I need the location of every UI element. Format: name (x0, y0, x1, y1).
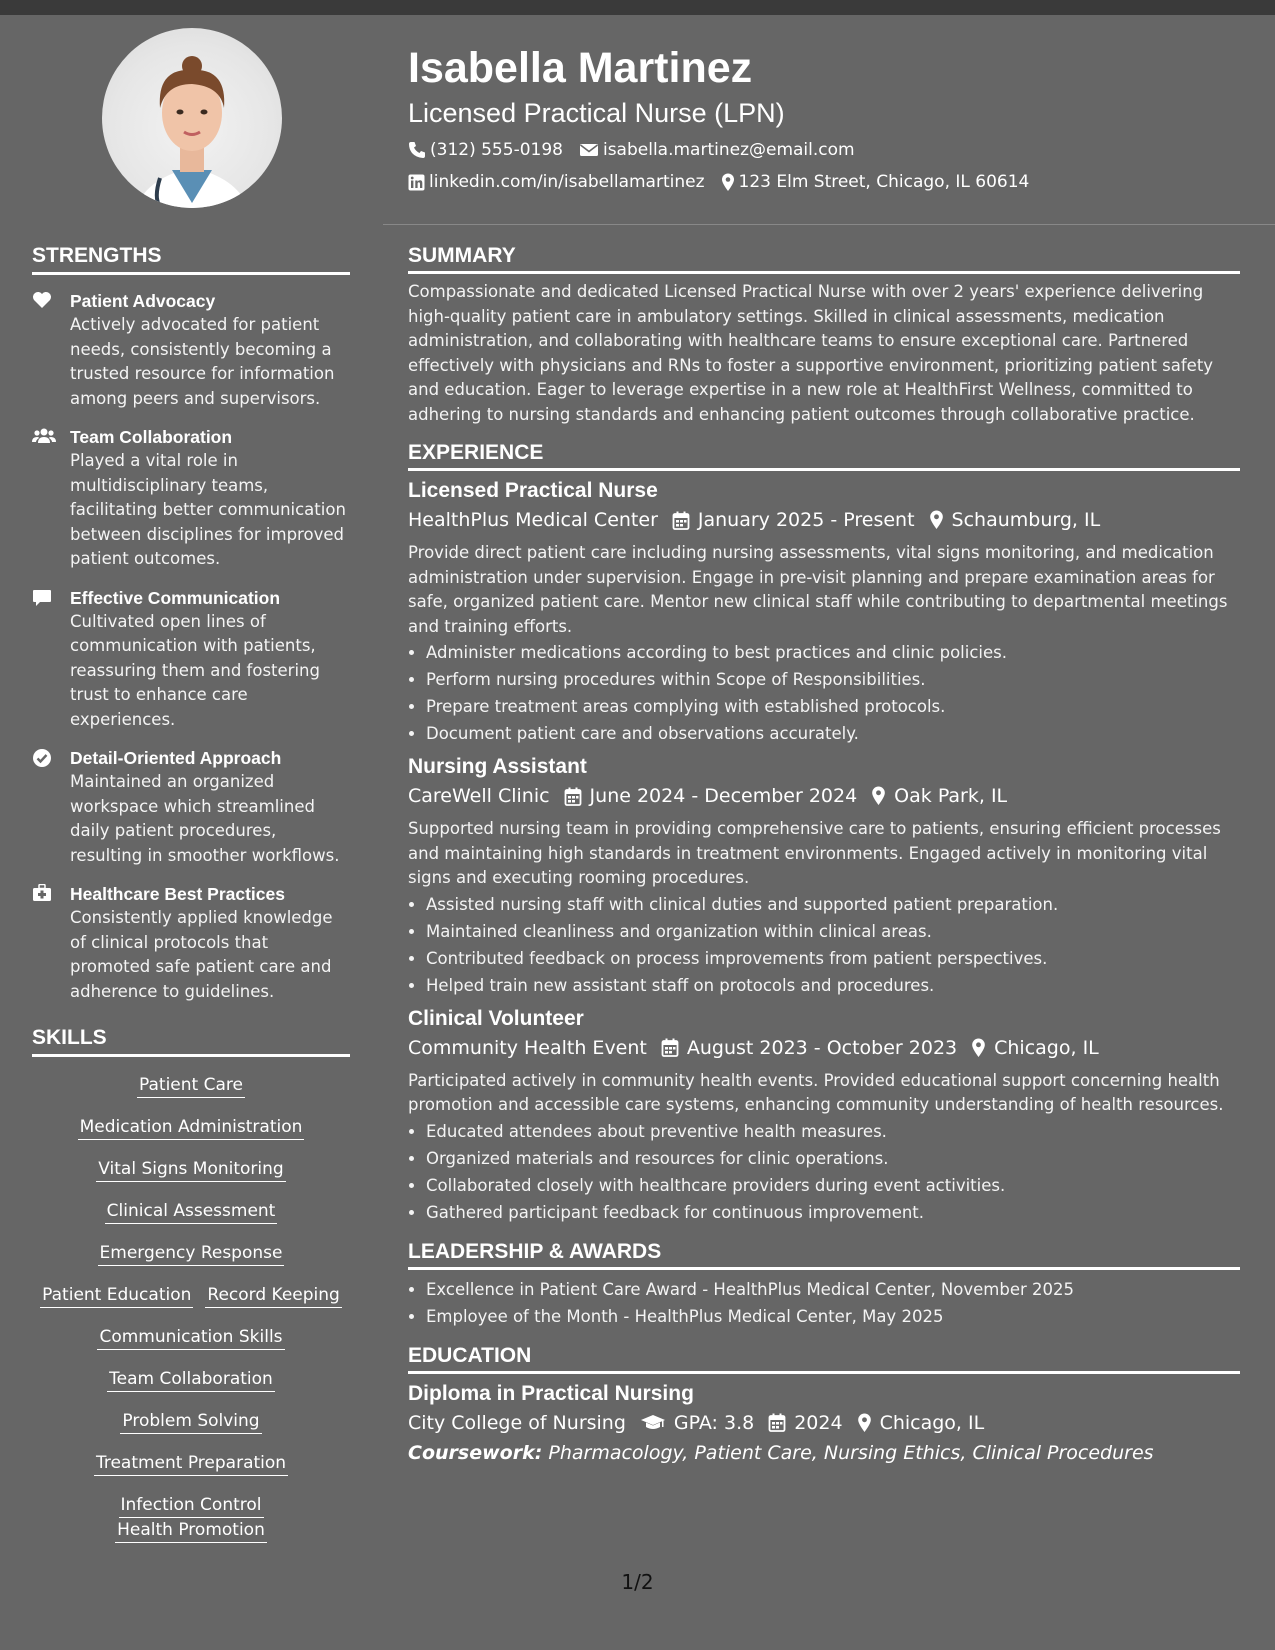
address-contact (721, 166, 1030, 198)
strength-item (32, 746, 350, 868)
summary-text: Compassionate and dedicated Licensed Practical Nurse with over 2 years' experience delivering high-quality patient care in ambulatory settings. Skilled in clinical assessments, medication administration, and collaborating with healthcare teams to ensure exceptional care. Partnered effectively with physicians and RNs to foster a supportive environment, prioritizing patient safety and education. Eager to leverage expertise in a new role at HealthFirst Wellness, committed to adhering to nursing standards and enhancing patient outcomes through collaborative practice. (408, 282, 1214, 424)
education-heading: EDUCATION (408, 1344, 1240, 1374)
job-meta (408, 1033, 1240, 1063)
comment-icon (32, 586, 70, 733)
map-marker-icon (971, 1038, 986, 1058)
main-content (408, 40, 1240, 1468)
job-meta (408, 505, 1240, 535)
strength-title: Team Collaboration (70, 427, 233, 447)
calendar-icon (661, 1038, 679, 1057)
address-text: 123 Elm Street, Chicago, IL 60614 (738, 172, 1030, 192)
skill-tag: Team Collaboration (107, 1367, 275, 1392)
awards-heading: LEADERSHIP & AWARDS (408, 1240, 1240, 1270)
strength-desc: Played a vital role in multidisciplinary teams, facilitating better communication between disciplines for improved patient outcomes. (70, 451, 346, 568)
contact-row (408, 166, 1240, 198)
job-dates: August 2023 - October 2023 (686, 1036, 958, 1059)
skill-tag: Medication Administration (78, 1115, 305, 1140)
map-marker-icon (929, 510, 944, 530)
linkedin-text: linkedin.com/in/isabellamartinez (429, 172, 705, 192)
strength-item (32, 882, 350, 1004)
map-marker-icon (871, 786, 886, 806)
award-item: • Employee of the Month - HealthPlus Medical Center, May 2025 (426, 1303, 1240, 1330)
job-location: Oak Park, IL (894, 785, 1008, 807)
strength-item (32, 425, 350, 572)
envelope-icon (579, 142, 599, 158)
education-location: Chicago, IL (879, 1411, 985, 1434)
degree-title: Diploma in Practical Nursing (408, 1381, 694, 1405)
job-meta (408, 781, 1240, 811)
email-contact[interactable] (579, 134, 855, 166)
skills-list (32, 1073, 350, 1540)
strengths-heading: STRENGTHS (32, 244, 350, 275)
calendar-icon (672, 511, 690, 530)
email-text: isabella.martinez@email.com (602, 140, 855, 160)
job-bullet: • Educated attendees about preventive health measures. (426, 1118, 1240, 1145)
job-bullet: • Maintained cleanliness and organization within clinical areas. (426, 918, 1240, 945)
job-entry (408, 477, 1240, 747)
job-bullet: • Document patient care and observations accurately. (426, 720, 1240, 747)
sidebar (32, 28, 350, 1540)
strength-item (32, 586, 350, 733)
candidate-title: Licensed Practical Nurse (LPN) (408, 98, 785, 128)
awards-list (408, 1276, 1240, 1330)
coursework (408, 1438, 1240, 1468)
map-marker-icon (857, 1413, 872, 1433)
skills-heading: SKILLS (32, 1026, 350, 1057)
top-bar (0, 0, 1275, 15)
skill-tag: Clinical Assessment (105, 1199, 278, 1224)
summary-heading: SUMMARY (408, 244, 1240, 274)
job-bullet: • Contributed feedback on process improvements from patient perspectives. (426, 945, 1240, 972)
job-dates: January 2025 - Present (697, 509, 915, 531)
strength-title: Healthcare Best Practices (70, 884, 285, 904)
strength-desc: Cultivated open lines of communication with patients, reassuring them and fostering trust to enhance care experiences. (70, 611, 320, 729)
strength-desc: Maintained an organized workspace which streamlined daily patient procedures, resulting in smoother workflows. (70, 772, 340, 865)
strength-title: Detail-Oriented Approach (70, 748, 282, 768)
coursework-text: Pharmacology, Patient Care, Nursing Ethics, Clinical Procedures (548, 1441, 1154, 1464)
job-entry (408, 753, 1240, 999)
gpa: GPA: 3.8 (673, 1411, 755, 1434)
skill-tag: Record Keeping (205, 1283, 341, 1308)
strength-desc: Actively advocated for patient needs, consistently becoming a trusted resource for information among peers and supervisors. (70, 315, 335, 408)
job-bullet: • Organized materials and resources for clinic operations. (426, 1145, 1240, 1172)
job-desc: Supported nursing team in providing comprehensive care to patients, ensuring efficient processes and maintaining high standards in treatment environments. Engaged actively in monitoring vital signs and executing rooming procedures. (408, 819, 1221, 887)
job-bullets (408, 1118, 1240, 1226)
job-desc: Provide direct patient care including nursing assessments, vital signs monitoring, and medication administration under supervision. Engage in pre-visit planning and prepare examination areas for safe, organized patient care. Mentor new clinical staff while contributing to departmental meetings and training efforts. (408, 543, 1228, 636)
job-bullet: • Collaborated closely with healthcare providers during event activities. (426, 1172, 1240, 1199)
skill-tag: Communication Skills (97, 1325, 284, 1350)
job-org: CareWell Clinic (408, 785, 550, 807)
calendar-icon (564, 787, 582, 806)
job-org: Community Health Event (408, 1036, 647, 1059)
skill-tag: Treatment Preparation (94, 1451, 288, 1476)
education-meta (408, 1408, 1240, 1438)
graduation-cap-icon (640, 1414, 666, 1432)
job-entry (408, 1005, 1240, 1226)
job-bullet: • Prepare treatment areas complying with established protocols. (426, 693, 1240, 720)
strength-desc: Consistently applied knowledge of clinical protocols that promoted safe patient care and adherence to guidelines. (70, 908, 333, 1001)
experience-heading: EXPERIENCE (408, 441, 1240, 471)
skill-tag: Patient Care (137, 1073, 245, 1098)
skill-tag: Emergency Response (98, 1241, 285, 1266)
map-marker-icon (721, 173, 735, 192)
phone-text: (312) 555-0198 (430, 140, 563, 160)
profile-photo (102, 28, 282, 208)
school-name: City College of Nursing (408, 1411, 626, 1434)
award-item: • Excellence in Patient Care Award - HealthPlus Medical Center, November 2025 (426, 1276, 1240, 1303)
skill-tag: Patient Education (40, 1283, 193, 1308)
candidate-name: Isabella Martinez (408, 44, 753, 92)
phone-contact[interactable] (408, 134, 563, 166)
education-year: 2024 (794, 1411, 843, 1434)
skill-tag: Vital Signs Monitoring (96, 1157, 285, 1182)
contact-row (408, 134, 1240, 166)
linkedin-contact[interactable] (408, 166, 705, 198)
job-bullets (408, 639, 1240, 747)
job-bullets (408, 891, 1240, 999)
skill-tag: Health Promotion (115, 1518, 267, 1543)
linkedin-icon (408, 174, 425, 191)
job-location: Chicago, IL (994, 1036, 1099, 1059)
page-number: 1/2 (621, 1570, 654, 1594)
skill-tag: Infection Control (119, 1493, 264, 1518)
job-bullet: • Gathered participant feedback for continuous improvement. (426, 1199, 1240, 1226)
heart-icon (32, 289, 70, 411)
job-org: HealthPlus Medical Center (408, 509, 658, 531)
check-circle-icon (32, 746, 70, 868)
strength-item (32, 289, 350, 411)
job-bullet: • Perform nursing procedures within Scope of Responsibilities. (426, 666, 1240, 693)
job-title: Nursing Assistant (408, 755, 587, 778)
users-icon (32, 425, 70, 572)
skill-tag: Problem Solving (120, 1409, 261, 1434)
job-title: Clinical Volunteer (408, 1006, 584, 1030)
job-bullet: • Assisted nursing staff with clinical duties and supported patient preparation. (426, 891, 1240, 918)
job-bullet: • Helped train new assistant staff on protocols and procedures. (426, 972, 1240, 999)
medkit-icon (32, 882, 70, 1004)
job-location: Schaumburg, IL (951, 509, 1101, 531)
job-desc: Participated actively in community health events. Provided educational support concerning health promotion and accessible care systems, enhancing community understanding of health resources. (408, 1070, 1224, 1114)
job-bullet: • Administer medications according to best practices and clinic policies. (426, 639, 1240, 666)
job-title: Licensed Practical Nurse (408, 479, 658, 502)
calendar-icon (768, 1413, 786, 1432)
phone-icon (408, 141, 426, 159)
job-dates: June 2024 - December 2024 (589, 785, 858, 807)
coursework-label: Coursework: (408, 1441, 543, 1464)
strength-title: Effective Communication (70, 587, 281, 608)
strength-title: Patient Advocacy (70, 291, 216, 311)
